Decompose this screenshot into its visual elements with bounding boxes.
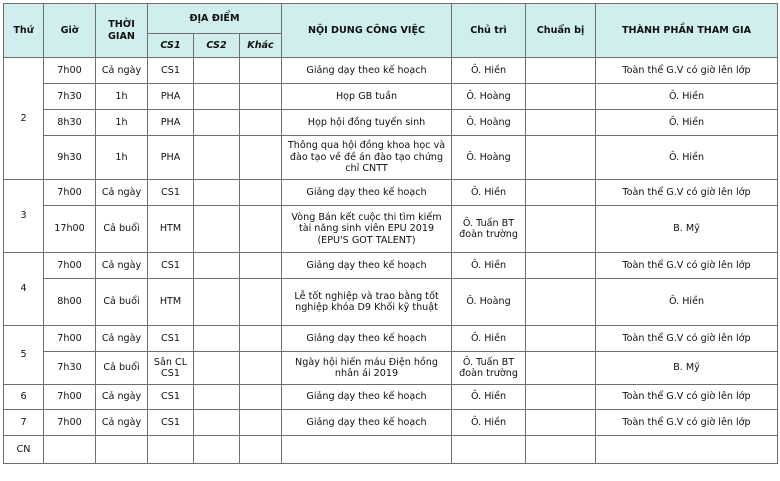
participants-cell: Ô. Hiền	[596, 84, 778, 110]
table-row	[4, 84, 778, 110]
location-other-cell	[240, 180, 282, 206]
prep-cell	[526, 410, 596, 436]
table-row	[4, 136, 778, 180]
header-noi-dung: NỘI DUNG CÔNG VIỆC	[282, 4, 452, 58]
location-other-cell	[240, 385, 282, 410]
day-cell: 6	[4, 385, 44, 410]
host-cell: Ô. Tuấn BT đoàn trường	[452, 352, 526, 385]
duration-cell: Cả ngày	[96, 58, 148, 84]
location-cs2-cell	[194, 436, 240, 464]
participants-cell: Toàn thể G.V có giờ lên lớp	[596, 385, 778, 410]
duration-cell: Cả ngày	[96, 385, 148, 410]
duration-cell: Cả ngày	[96, 410, 148, 436]
prep-cell	[526, 279, 596, 326]
prep-cell	[526, 206, 596, 253]
day-cell: 4	[4, 253, 44, 326]
location-cs2-cell	[194, 279, 240, 326]
content-cell: Giảng dạy theo kế hoạch	[282, 326, 452, 352]
table-row	[4, 180, 778, 206]
table-row	[4, 326, 778, 352]
header-chuan-bi: Chuẩn bị	[526, 4, 596, 58]
time-cell: 7h00	[44, 180, 96, 206]
host-cell: Ô. Hiền	[452, 58, 526, 84]
participants-cell: Toàn thể G.V có giờ lên lớp	[596, 253, 778, 279]
host-cell: Ô. Hiền	[452, 385, 526, 410]
header-cs1: CS1	[148, 34, 194, 58]
header-thoi-gian: THỜI GIAN	[96, 4, 148, 58]
location-cs1-cell: CS1	[148, 253, 194, 279]
location-cs2-cell	[194, 352, 240, 385]
header-dia-diem: ĐỊA ĐIỂM	[148, 4, 282, 34]
location-cs1-cell: CS1	[148, 58, 194, 84]
content-cell: Lễ tốt nghiệp và trao bằng tốt nghiệp khóa D9 Khối kỹ thuật	[282, 279, 452, 326]
participants-cell: Toàn thể G.V có giờ lên lớp	[596, 410, 778, 436]
host-cell	[452, 436, 526, 464]
host-cell: Ô. Hiền	[452, 326, 526, 352]
participants-cell	[596, 436, 778, 464]
location-other-cell	[240, 436, 282, 464]
header-chu-tri: Chủ trì	[452, 4, 526, 58]
prep-cell	[526, 110, 596, 136]
time-cell: 7h00	[44, 410, 96, 436]
duration-cell: Cả ngày	[96, 326, 148, 352]
participants-cell: Toàn thể G.V có giờ lên lớp	[596, 58, 778, 84]
content-cell: Họp hội đồng tuyển sinh	[282, 110, 452, 136]
prep-cell	[526, 326, 596, 352]
content-cell: Giảng dạy theo kế hoạch	[282, 253, 452, 279]
participants-cell: Ô. Hiền	[596, 136, 778, 180]
content-cell: Ngày hội hiến máu Điện hồng nhân ái 2019	[282, 352, 452, 385]
location-cs2-cell	[194, 136, 240, 180]
header-gio: Giờ	[44, 4, 96, 58]
location-other-cell	[240, 253, 282, 279]
location-cs1-cell: CS1	[148, 410, 194, 436]
duration-cell: Cả ngày	[96, 253, 148, 279]
location-cs1-cell: PHA	[148, 110, 194, 136]
location-other-cell	[240, 410, 282, 436]
table-row	[4, 253, 778, 279]
table-row	[4, 206, 778, 253]
prep-cell	[526, 352, 596, 385]
time-cell	[44, 436, 96, 464]
table-header	[4, 4, 778, 58]
time-cell: 17h00	[44, 206, 96, 253]
participants-cell: Ô. Hiền	[596, 279, 778, 326]
location-cs2-cell	[194, 385, 240, 410]
location-cs1-cell: HTM	[148, 279, 194, 326]
host-cell: Ô. Hoàng	[452, 110, 526, 136]
time-cell: 9h30	[44, 136, 96, 180]
duration-cell: Cả buổi	[96, 279, 148, 326]
participants-cell: Toàn thể G.V có giờ lên lớp	[596, 326, 778, 352]
duration-cell: Cả buổi	[96, 206, 148, 253]
location-cs2-cell	[194, 84, 240, 110]
header-thu: Thứ	[4, 4, 44, 58]
day-cell: 5	[4, 326, 44, 385]
time-cell: 7h00	[44, 253, 96, 279]
header-cs2: CS2	[194, 34, 240, 58]
time-cell: 7h30	[44, 84, 96, 110]
day-cell: 2	[4, 58, 44, 180]
content-cell: Giảng dạy theo kế hoạch	[282, 58, 452, 84]
location-other-cell	[240, 279, 282, 326]
duration-cell: 1h	[96, 110, 148, 136]
content-cell: Vòng Bán kết cuộc thi tìm kiếm tài năng sinh viên EPU 2019 (EPU'S GOT TALENT)	[282, 206, 452, 253]
participants-cell: Ô. Hiền	[596, 110, 778, 136]
location-other-cell	[240, 326, 282, 352]
prep-cell	[526, 436, 596, 464]
host-cell: Ô. Tuấn BT đoàn trường	[452, 206, 526, 253]
location-cs2-cell	[194, 180, 240, 206]
prep-cell	[526, 84, 596, 110]
day-cell: CN	[4, 436, 44, 464]
location-cs1-cell: CS1	[148, 385, 194, 410]
location-other-cell	[240, 84, 282, 110]
host-cell: Ô. Hiền	[452, 410, 526, 436]
content-cell: Giảng dạy theo kế hoạch	[282, 385, 452, 410]
header-thanh-phan: THÀNH PHẦN THAM GIA	[596, 4, 778, 58]
duration-cell: Cả ngày	[96, 180, 148, 206]
weekly-schedule-table	[3, 3, 778, 464]
location-cs2-cell	[194, 58, 240, 84]
duration-cell: 1h	[96, 84, 148, 110]
location-cs2-cell	[194, 253, 240, 279]
host-cell: Ô. Hiền	[452, 253, 526, 279]
table-row	[4, 110, 778, 136]
host-cell: Ô. Hoàng	[452, 279, 526, 326]
time-cell: 7h00	[44, 385, 96, 410]
time-cell: 7h30	[44, 352, 96, 385]
location-cs2-cell	[194, 110, 240, 136]
duration-cell: Cả buổi	[96, 352, 148, 385]
header-khac: Khác	[240, 34, 282, 58]
content-cell: Giảng dạy theo kế hoạch	[282, 180, 452, 206]
host-cell: Ô. Hoàng	[452, 84, 526, 110]
location-cs2-cell	[194, 326, 240, 352]
participants-cell: B. Mỹ	[596, 206, 778, 253]
location-other-cell	[240, 352, 282, 385]
prep-cell	[526, 58, 596, 84]
content-cell: Thông qua hội đồng khoa học và đào tạo về đề án đào tạo chứng chỉ CNTT	[282, 136, 452, 180]
table-row	[4, 352, 778, 385]
host-cell: Ô. Hiền	[452, 180, 526, 206]
table-body	[4, 58, 778, 464]
prep-cell	[526, 136, 596, 180]
content-cell	[282, 436, 452, 464]
table-row	[4, 58, 778, 84]
table-row	[4, 279, 778, 326]
location-other-cell	[240, 58, 282, 84]
location-cs1-cell: Sân CL CS1	[148, 352, 194, 385]
day-cell: 3	[4, 180, 44, 253]
host-cell: Ô. Hoàng	[452, 136, 526, 180]
location-cs1-cell: PHA	[148, 84, 194, 110]
participants-cell: B. Mỹ	[596, 352, 778, 385]
duration-cell	[96, 436, 148, 464]
location-other-cell	[240, 136, 282, 180]
duration-cell: 1h	[96, 136, 148, 180]
prep-cell	[526, 180, 596, 206]
content-cell: Họp GB tuần	[282, 84, 452, 110]
location-cs1-cell: CS1	[148, 326, 194, 352]
day-cell: 7	[4, 410, 44, 436]
table-row	[4, 436, 778, 464]
time-cell: 8h30	[44, 110, 96, 136]
time-cell: 7h00	[44, 58, 96, 84]
table-row	[4, 385, 778, 410]
location-cs1-cell: PHA	[148, 136, 194, 180]
time-cell: 8h00	[44, 279, 96, 326]
location-cs1-cell: HTM	[148, 206, 194, 253]
location-cs2-cell	[194, 410, 240, 436]
location-cs1-cell: CS1	[148, 180, 194, 206]
location-cs2-cell	[194, 206, 240, 253]
location-other-cell	[240, 206, 282, 253]
participants-cell: Toàn thể G.V có giờ lên lớp	[596, 180, 778, 206]
time-cell: 7h00	[44, 326, 96, 352]
content-cell: Giảng dạy theo kế hoạch	[282, 410, 452, 436]
table-row	[4, 410, 778, 436]
prep-cell	[526, 253, 596, 279]
location-other-cell	[240, 110, 282, 136]
prep-cell	[526, 385, 596, 410]
location-cs1-cell	[148, 436, 194, 464]
